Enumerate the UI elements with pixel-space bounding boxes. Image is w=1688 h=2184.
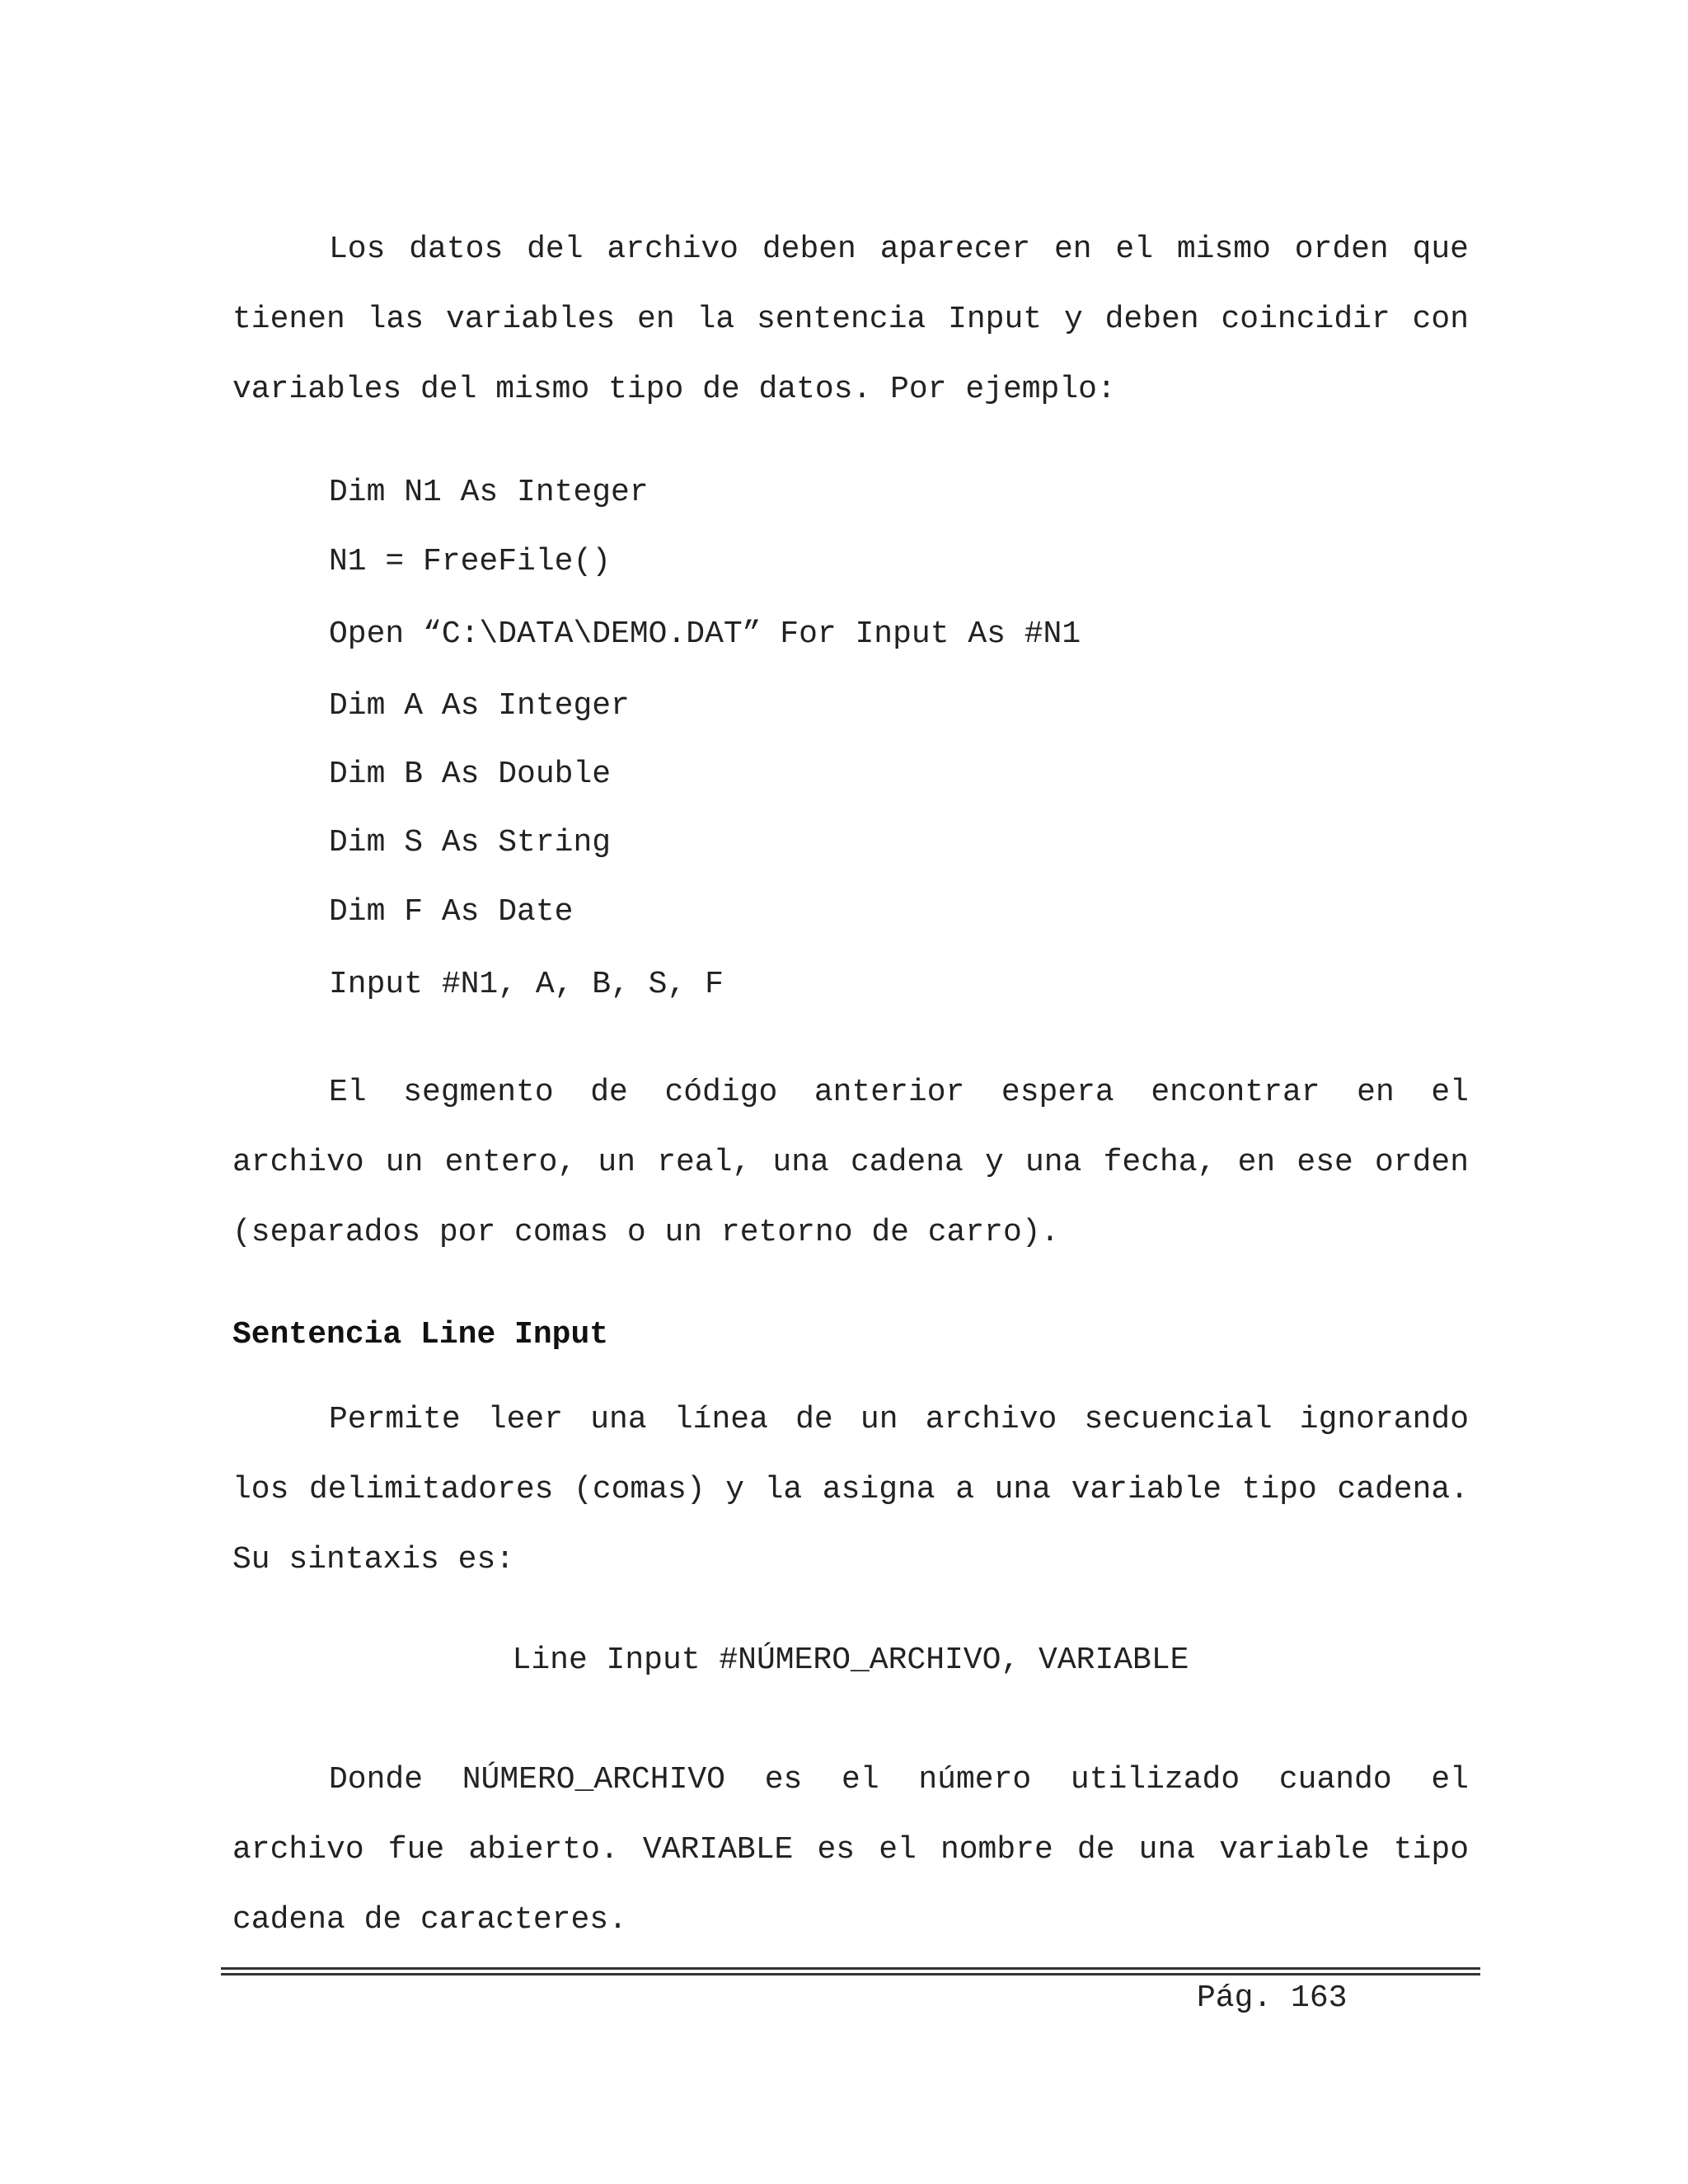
code-line: Dim F As Date	[329, 894, 574, 930]
page-number: Pág. 163	[1197, 1980, 1348, 2016]
syntax-line: Line Input #NÚMERO_ARCHIVO, VARIABLE	[512, 1643, 1189, 1678]
paragraph-where: Donde NÚMERO_ARCHIVO es el número utilizado cuando el archivo fue abierto. VARIABLE es el nombre de una variable tipo cadena de caracteres.	[232, 1762, 1469, 1938]
section-heading: Sentencia Line Input	[232, 1317, 609, 1352]
code-line: Dim A As Integer	[329, 688, 630, 724]
code-line: Input #N1, A, B, S, F	[329, 967, 724, 1002]
footer-rule-top	[221, 1967, 1480, 1970]
code-line: Dim N1 As Integer	[329, 475, 649, 510]
code-line: Dim B As Double	[329, 757, 612, 792]
footer-rule-bottom	[221, 1973, 1480, 1975]
paragraph-intro: Los datos del archivo deben aparecer en el mismo orden que tienen las variables en la sentencia Input y deben coincidir con variables del mismo tipo de datos. Por ejemplo:	[232, 232, 1469, 407]
paragraph-explanation: El segmento de código anterior espera encontrar en el archivo un entero, un real, una cadena y una fecha, en ese orden (separados por comas o un retorno de carro).	[232, 1075, 1469, 1250]
code-line: Dim S As String	[329, 825, 612, 860]
code-line: N1 = FreeFile()	[329, 544, 612, 579]
paragraph-line-input: Permite leer una línea de un archivo secuencial ignorando los delimitadores (comas) y la asigna a una variable tipo cadena. Su sintaxis es:	[232, 1402, 1469, 1577]
code-line: Open “C:\DATA\DEMO.DAT” For Input As #N1	[329, 616, 1081, 652]
